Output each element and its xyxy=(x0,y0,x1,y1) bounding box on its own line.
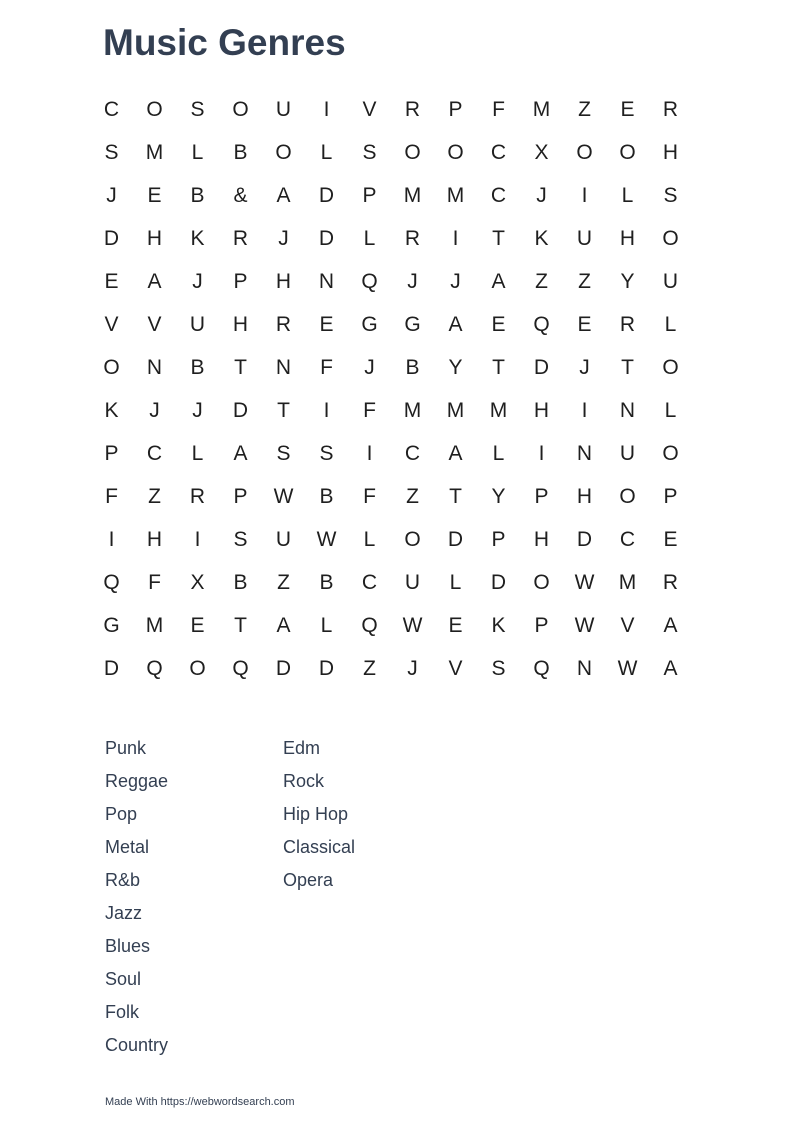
grid-letter: I xyxy=(538,441,545,465)
grid-letter: R xyxy=(404,97,421,121)
grid-letter: L xyxy=(492,441,505,465)
grid-letter: N xyxy=(576,441,593,465)
grid-letter: W xyxy=(574,570,595,594)
grid-letter: Y xyxy=(620,269,635,293)
grid-letter: P xyxy=(233,484,248,508)
grid-letter: D xyxy=(318,656,335,680)
grid-letter: A xyxy=(663,656,678,680)
grid-letter: O xyxy=(447,140,464,164)
grid-letter: L xyxy=(363,226,376,250)
grid-letter: C xyxy=(619,527,636,551)
grid-letter: X xyxy=(534,140,549,164)
grid-letter: Q xyxy=(146,656,163,680)
grid-letter: Z xyxy=(277,570,290,594)
grid-letter: V xyxy=(147,312,162,336)
grid-letter: O xyxy=(662,226,679,250)
grid-letter: J xyxy=(536,183,547,207)
word-list-item: Reggae xyxy=(105,771,169,791)
grid-letter: D xyxy=(576,527,593,551)
grid-letter: A xyxy=(233,441,248,465)
grid-letter: N xyxy=(146,355,163,379)
grid-letter: S xyxy=(104,140,119,164)
grid-letter: Y xyxy=(448,355,463,379)
grid-letter: H xyxy=(662,140,679,164)
grid-letter: P xyxy=(534,484,549,508)
grid-letter: G xyxy=(103,613,120,637)
grid-letter: Q xyxy=(232,656,249,680)
grid-letter: U xyxy=(275,527,292,551)
page-title: Music Genres xyxy=(103,22,346,63)
grid-letter: Q xyxy=(103,570,120,594)
grid-letter: O xyxy=(404,140,421,164)
grid-letter: B xyxy=(233,140,248,164)
grid-letter: S xyxy=(663,183,678,207)
grid-letter: V xyxy=(448,656,463,680)
grid-letter: R xyxy=(404,226,421,250)
grid-letter: D xyxy=(275,656,292,680)
grid-letter: K xyxy=(534,226,549,250)
grid-letter: A xyxy=(663,613,678,637)
grid-letter: S xyxy=(362,140,377,164)
grid-letter: F xyxy=(363,484,376,508)
grid-letter: C xyxy=(404,441,421,465)
grid-letter: O xyxy=(404,527,421,551)
grid-letter: O xyxy=(576,140,593,164)
grid-letter: M xyxy=(489,398,508,422)
grid-letter: U xyxy=(275,97,292,121)
word-list-item: Soul xyxy=(105,969,142,989)
grid-letter: J xyxy=(192,269,203,293)
grid-letter: F xyxy=(105,484,118,508)
grid-letter: M xyxy=(403,398,422,422)
grid-letter: O xyxy=(619,140,636,164)
word-list-item: Classical xyxy=(283,837,356,857)
grid-letter: P xyxy=(534,613,549,637)
word-list xyxy=(105,732,461,1062)
grid-letter: E xyxy=(147,183,162,207)
grid-letter: G xyxy=(404,312,421,336)
grid-letter: U xyxy=(404,570,421,594)
grid-letter: E xyxy=(663,527,678,551)
word-list-item: Folk xyxy=(105,1002,140,1022)
grid-letter: J xyxy=(192,398,203,422)
grid-letter: M xyxy=(532,97,551,121)
grid-letter: R xyxy=(232,226,249,250)
grid-letter: O xyxy=(533,570,550,594)
grid-letter: T xyxy=(449,484,462,508)
grid-letter: O xyxy=(662,441,679,465)
grid-letter: L xyxy=(664,398,677,422)
grid-letter: W xyxy=(617,656,638,680)
grid-letter: I xyxy=(108,527,115,551)
grid-letter: M xyxy=(403,183,422,207)
grid-letter: M xyxy=(446,183,465,207)
grid-letter: G xyxy=(361,312,378,336)
grid-letter: H xyxy=(232,312,249,336)
grid-letter: I xyxy=(323,398,330,422)
grid-letter: O xyxy=(619,484,636,508)
grid-letter: B xyxy=(319,570,334,594)
grid-letter: S xyxy=(233,527,248,551)
grid-letter: M xyxy=(145,140,164,164)
grid-letter: A xyxy=(491,269,506,293)
grid-letter: C xyxy=(490,140,507,164)
grid-letter: Z xyxy=(535,269,548,293)
grid-letter: R xyxy=(662,570,679,594)
grid-letter: A xyxy=(276,613,291,637)
grid-letter: P xyxy=(491,527,506,551)
grid-letter: Z xyxy=(148,484,161,508)
grid-letter: L xyxy=(320,140,333,164)
grid-letter: R xyxy=(662,97,679,121)
grid-letter: I xyxy=(323,97,330,121)
grid-letter: U xyxy=(662,269,679,293)
grid-letter: L xyxy=(191,140,204,164)
grid-letter: T xyxy=(234,613,247,637)
grid-letter: O xyxy=(232,97,249,121)
grid-letter: T xyxy=(277,398,290,422)
grid-letter: Q xyxy=(533,312,550,336)
grid-letter: J xyxy=(579,355,590,379)
grid-letter: K xyxy=(104,398,119,422)
grid-letter: D xyxy=(447,527,464,551)
word-list-item: Opera xyxy=(283,870,334,890)
word-list-item: Pop xyxy=(105,804,138,824)
grid-letter: E xyxy=(104,269,119,293)
grid-letter: R xyxy=(189,484,206,508)
grid-letter: D xyxy=(232,398,249,422)
grid-letter: M xyxy=(446,398,465,422)
grid-letter: J xyxy=(106,183,117,207)
grid-letter: K xyxy=(491,613,506,637)
grid-letter: N xyxy=(619,398,636,422)
grid-letter: P xyxy=(448,97,463,121)
word-list-item: Punk xyxy=(105,738,147,758)
grid-letter: N xyxy=(318,269,335,293)
grid-letter: Q xyxy=(361,269,378,293)
grid-letter: K xyxy=(190,226,205,250)
grid-letter: S xyxy=(190,97,205,121)
grid-letter: B xyxy=(319,484,334,508)
grid-letter: C xyxy=(490,183,507,207)
word-list-item: R&b xyxy=(105,870,141,890)
grid-letter: A xyxy=(276,183,291,207)
grid-letter: N xyxy=(576,656,593,680)
word-list-item: Jazz xyxy=(105,903,143,923)
grid-letter: I xyxy=(581,398,588,422)
word-list-item: Hip Hop xyxy=(283,804,349,824)
grid-letter: J xyxy=(149,398,160,422)
grid-letter: L xyxy=(191,441,204,465)
grid-letter: Q xyxy=(361,613,378,637)
grid-letter: L xyxy=(363,527,376,551)
grid-letter: P xyxy=(663,484,678,508)
grid-letter: S xyxy=(491,656,506,680)
grid-letter: U xyxy=(619,441,636,465)
grid-letter: Z xyxy=(578,269,591,293)
grid-letter: H xyxy=(619,226,636,250)
footer-credit: Made With https://webwordsearch.com xyxy=(105,1096,295,1108)
grid-letter: L xyxy=(320,613,333,637)
grid-letter: D xyxy=(103,226,120,250)
grid-letter: J xyxy=(450,269,461,293)
grid-letter: T xyxy=(234,355,247,379)
grid-letter: I xyxy=(452,226,459,250)
grid-letter: D xyxy=(318,226,335,250)
grid-letter: J xyxy=(407,656,418,680)
grid-letter: Q xyxy=(533,656,550,680)
grid-letter: A xyxy=(147,269,162,293)
grid-letter: F xyxy=(148,570,161,594)
grid-letter: B xyxy=(190,355,205,379)
grid-letter: N xyxy=(275,355,292,379)
grid-letter: T xyxy=(621,355,634,379)
grid-letter: W xyxy=(574,613,595,637)
grid-letter: B xyxy=(190,183,205,207)
grid-letter: & xyxy=(233,183,248,207)
grid-letter: L xyxy=(621,183,634,207)
grid-letter: H xyxy=(146,226,163,250)
grid-letter: F xyxy=(320,355,333,379)
grid-letter: V xyxy=(104,312,119,336)
grid-letter: O xyxy=(275,140,292,164)
grid-letter: E xyxy=(319,312,334,336)
grid-letter: E xyxy=(491,312,506,336)
grid-letter: C xyxy=(361,570,378,594)
grid-letter: S xyxy=(276,441,291,465)
grid-letter: U xyxy=(189,312,206,336)
grid-letter: X xyxy=(190,570,205,594)
grid-letter: F xyxy=(492,97,505,121)
grid-letter: I xyxy=(194,527,201,551)
grid-letter: E xyxy=(448,613,463,637)
grid-letter: P xyxy=(104,441,119,465)
grid-letter: J xyxy=(407,269,418,293)
grid-letter: O xyxy=(189,656,206,680)
grid-letter: P xyxy=(362,183,377,207)
grid-letter: V xyxy=(620,613,635,637)
grid-letter: Y xyxy=(491,484,506,508)
grid-letter: U xyxy=(576,226,593,250)
word-list-item: Country xyxy=(105,1035,169,1055)
grid-letter: O xyxy=(103,355,120,379)
grid-letter: H xyxy=(146,527,163,551)
grid-letter: C xyxy=(103,97,120,121)
word-list-item: Edm xyxy=(283,738,321,758)
grid-letter: F xyxy=(363,398,376,422)
grid-letter: T xyxy=(492,355,505,379)
grid-letter: M xyxy=(618,570,637,594)
grid-letter: P xyxy=(233,269,248,293)
grid-letter: D xyxy=(533,355,550,379)
grid-letter: B xyxy=(405,355,420,379)
grid-letter: I xyxy=(366,441,373,465)
grid-letter: L xyxy=(449,570,462,594)
grid-letter: H xyxy=(275,269,292,293)
grid-letter: D xyxy=(103,656,120,680)
grid-letter: S xyxy=(319,441,334,465)
grid-letter: E xyxy=(577,312,592,336)
grid-letter: B xyxy=(233,570,248,594)
grid-letter: O xyxy=(662,355,679,379)
word-list-item: Rock xyxy=(283,771,325,791)
grid-letter: C xyxy=(146,441,163,465)
grid-letter: E xyxy=(620,97,635,121)
grid-letter: H xyxy=(576,484,593,508)
letter-grid xyxy=(90,88,692,690)
grid-letter: H xyxy=(533,527,550,551)
grid-letter: A xyxy=(448,312,463,336)
grid-letter: Z xyxy=(363,656,376,680)
grid-letter: E xyxy=(190,613,205,637)
grid-letter: O xyxy=(146,97,163,121)
grid-letter: J xyxy=(278,226,289,250)
word-list-item: Metal xyxy=(105,837,150,857)
word-column xyxy=(105,732,283,1062)
grid-letter: J xyxy=(364,355,375,379)
grid-letter: W xyxy=(316,527,337,551)
grid-letter: I xyxy=(581,183,588,207)
grid-letter: A xyxy=(448,441,463,465)
grid-letter: W xyxy=(273,484,294,508)
grid-letter: R xyxy=(619,312,636,336)
grid-letter: V xyxy=(362,97,377,121)
grid-letter: W xyxy=(402,613,423,637)
grid-letter: R xyxy=(275,312,292,336)
grid-letter: Z xyxy=(578,97,591,121)
grid-letter: L xyxy=(664,312,677,336)
word-list-item: Blues xyxy=(105,936,151,956)
grid-letter: D xyxy=(490,570,507,594)
grid-letter: Z xyxy=(406,484,419,508)
grid-letter: M xyxy=(145,613,164,637)
grid-letter: D xyxy=(318,183,335,207)
word-column xyxy=(283,732,461,1062)
grid-letter: H xyxy=(533,398,550,422)
grid-letter: T xyxy=(492,226,505,250)
